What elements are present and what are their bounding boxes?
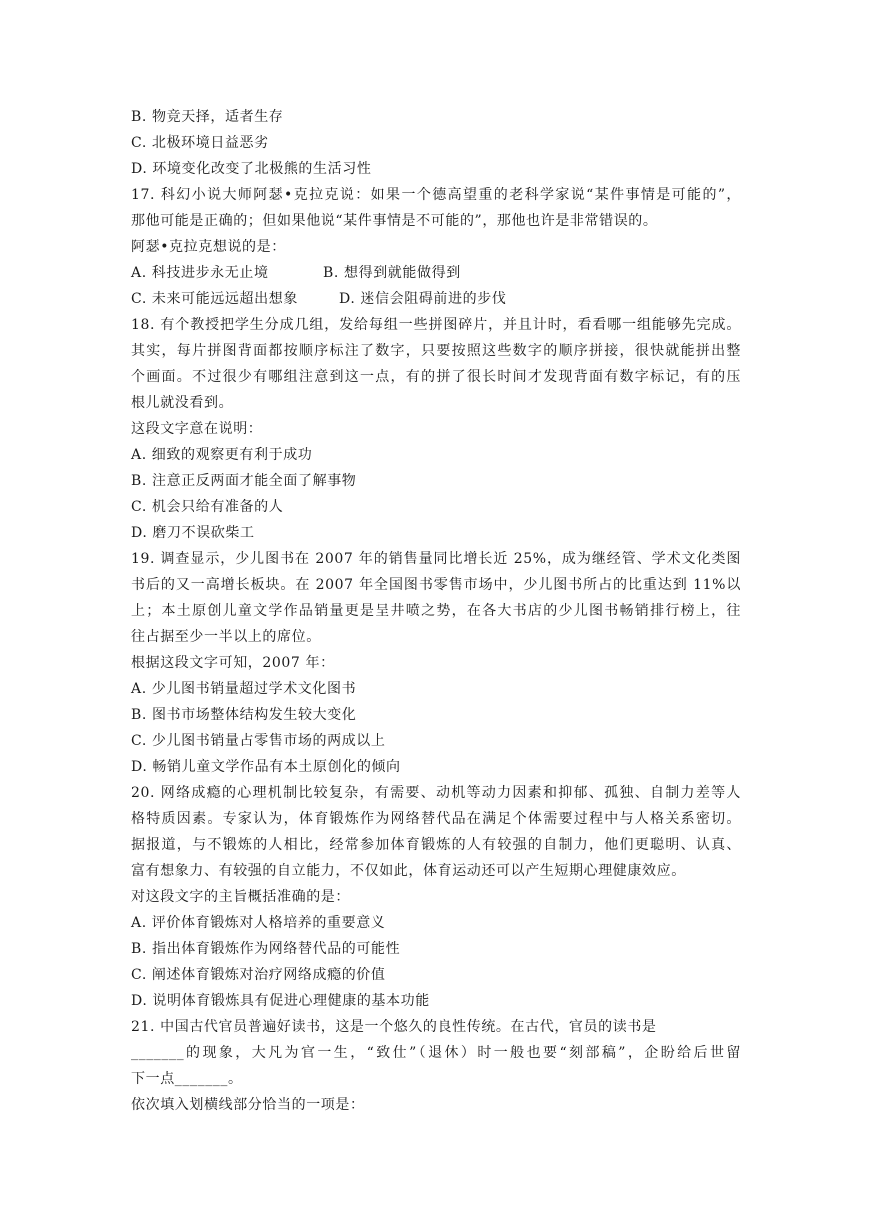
q17-option-c: C. 未来可能远远超出想象 xyxy=(131,291,298,307)
question-text-body xyxy=(131,104,741,1118)
q17-options-row-2 xyxy=(131,286,741,312)
q18-stem-line-1: 18. 有个教授把学生分成几组，发给每组一些拼图碎片，并且计时，看看哪一组能够先完成。 xyxy=(131,317,741,333)
q21-stem-line-1: 21. 中国古代官员普遍好读书，这是一个悠久的良性传统。在古代，官员的读书是 xyxy=(131,1019,657,1035)
q19-stem-line-2: 书后的又一高增长板块。在 2007 年全国图书零售市场中，少儿图书所占的比重达到 11%以 xyxy=(131,577,741,593)
q18-question: 这段文字意在说明： xyxy=(131,421,263,437)
q20-stem-line-2: 格特质因素。专家认为，体育锻炼作为网络替代品在满足个体需要过程中与人格关系密切。 xyxy=(131,811,741,827)
q20-question: 对这段文字的主旨概括准确的是： xyxy=(131,889,350,905)
q17-question: 阿瑟•克拉克想说的是： xyxy=(131,239,286,255)
q20-option-b: B. 指出体育锻炼作为网络替代品的可能性 xyxy=(131,941,401,957)
q21-question: 依次填入划横线部分恰当的一项是： xyxy=(131,1097,365,1113)
q20-stem-line-1: 20. 网络成瘾的心理机制比较复杂，有需要、动机等动力因素和抑郁、孤独、自制力差等人 xyxy=(131,785,741,801)
q20-stem-line-4: 富有想象力、有较强的自立能力，不仅如此，体育运动还可以产生短期心理健康效应。 xyxy=(131,863,686,879)
q17-option-b: B. 想得到就能做得到 xyxy=(323,265,461,281)
q21-stem-line-2: _______的现象，大凡为官一生，“致仕”（退休）时一般也要“刻部稿”，企盼给后世留 xyxy=(131,1045,741,1061)
q18-stem-line-2: 其实，每片拼图背面都按顺序标注了数字，只要按照这些数字的顺序拼接，很快就能拼出整 xyxy=(131,343,741,359)
q18-stem-line-4: 根儿就没看到。 xyxy=(131,395,234,411)
q19-stem-line-4: 往占据至少一半以上的席位。 xyxy=(131,629,321,645)
q18-option-d: D. 磨刀不误砍柴工 xyxy=(131,525,255,541)
q16-option-c: C. 北极环境日益恶劣 xyxy=(131,135,269,151)
q21-stem-line-3: 下一点_______。 xyxy=(131,1071,243,1087)
q18-option-b: B. 注意正反两面才能全面了解事物 xyxy=(131,473,357,489)
q19-question: 根据这段文字可知，2007 年： xyxy=(131,655,335,671)
q16-option-b: B. 物竞天择，适者生存 xyxy=(131,109,284,125)
q19-option-c: C. 少儿图书销量占零售市场的两成以上 xyxy=(131,733,386,749)
q18-option-c: C. 机会只给有准备的人 xyxy=(131,499,284,515)
q17-option-a: A. 科技进步永无止境 xyxy=(131,265,269,281)
q19-stem-line-1: 19. 调查显示，少儿图书在 2007 年的销售量同比增长近 25%，成为继经管、学术文化类图 xyxy=(131,551,741,567)
q20-option-c: C. 阐述体育锻炼对治疗网络成瘾的价值 xyxy=(131,967,386,983)
q16-option-d: D. 环境变化改变了北极熊的生活习性 xyxy=(131,161,372,177)
q19-option-d: D. 畅销儿童文学作品有本土原创化的倾向 xyxy=(131,759,401,775)
q20-option-a: A. 评价体育锻炼对人格培养的重要意义 xyxy=(131,915,386,931)
q18-stem-line-3: 个画面。不过很少有哪组注意到这一点，有的拼了很长时间才发现背面有数字标记，有的压 xyxy=(131,369,741,385)
q19-option-a: A. 少儿图书销量超过学术文化图书 xyxy=(131,681,357,697)
q17-options-row-1 xyxy=(131,260,741,286)
q19-option-b: B. 图书市场整体结构发生较大变化 xyxy=(131,707,357,723)
q20-option-d: D. 说明体育锻炼具有促进心理健康的基本功能 xyxy=(131,993,430,1009)
q19-stem-line-3: 上；本土原创儿童文学作品销量更是呈井喷之势，在各大书店的少儿图书畅销排行榜上，往 xyxy=(131,603,741,619)
q17-stem-line-1: 17. 科幻小说大师阿瑟•克拉克说：如果一个德高望重的老科学家说“某件事情是可能的”， xyxy=(131,187,741,203)
q20-stem-line-3: 据报道，与不锻炼的人相比，经常参加体育锻炼的人有较强的自制力，他们更聪明、认真、 xyxy=(131,837,741,853)
q18-option-a: A. 细致的观察更有利于成功 xyxy=(131,447,313,463)
q17-stem-line-2: 那他可能是正确的；但如果他说“某件事情是不可能的”，那他也许是非常错误的。 xyxy=(131,213,658,229)
q17-option-d: D. 迷信会阻碍前进的步伐 xyxy=(339,291,507,307)
